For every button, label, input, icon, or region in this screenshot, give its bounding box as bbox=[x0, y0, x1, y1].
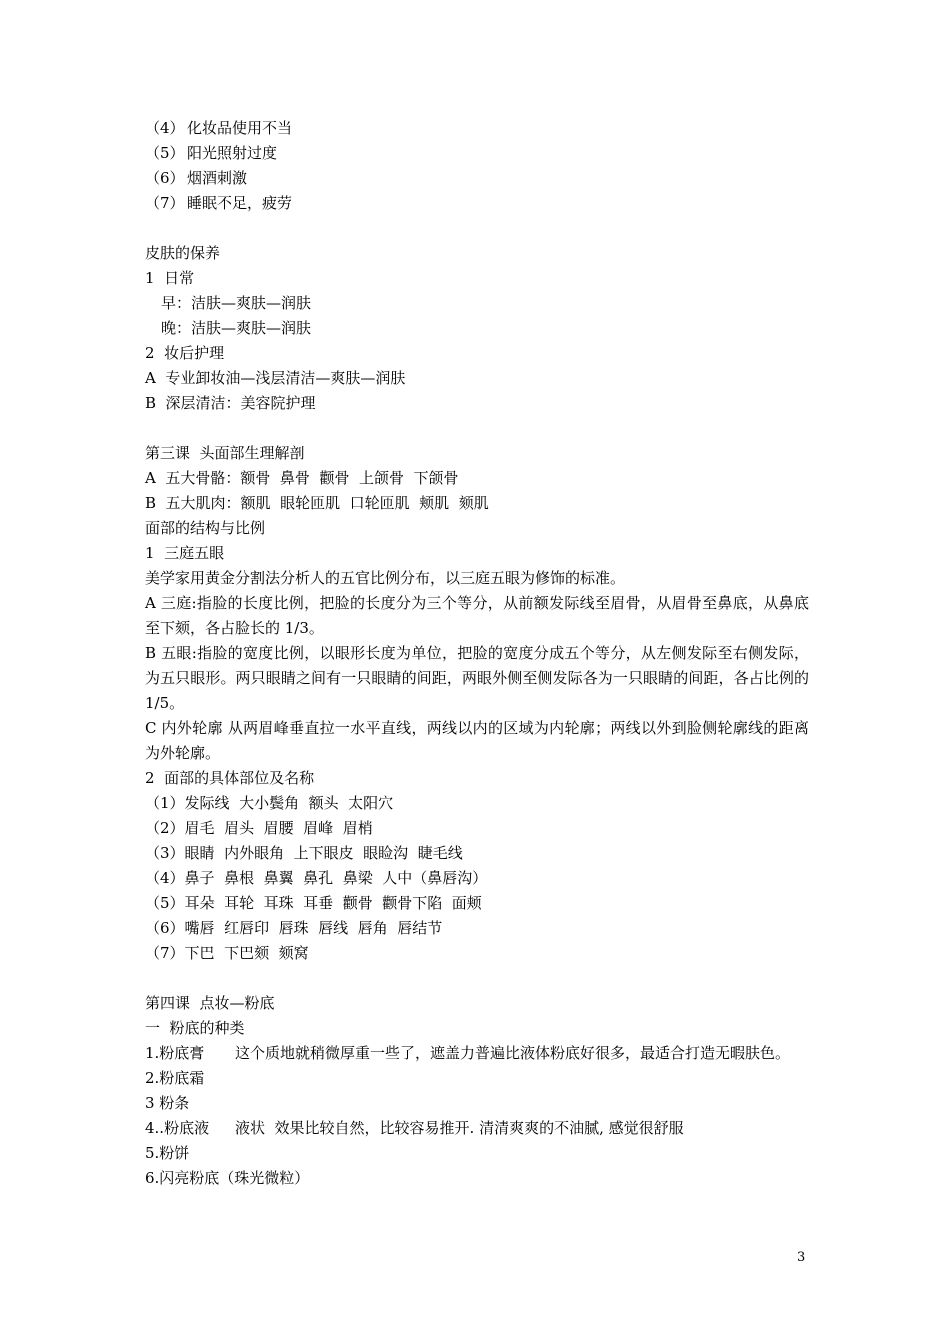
subheading: 1 日常 bbox=[145, 269, 195, 287]
item-term: 4..粉底液 bbox=[145, 1119, 210, 1137]
spacer bbox=[145, 966, 809, 991]
text-line: A 专业卸妆油—浅层清洁—爽肤—润肤 bbox=[145, 369, 406, 387]
subheading: 一 粉底的种类 bbox=[145, 1019, 245, 1037]
cause-item bbox=[145, 166, 809, 191]
item-term: 5.粉饼 bbox=[145, 1144, 190, 1162]
text-line: B 五大肌肉：额肌 眼轮匝肌 口轮匝肌 颊肌 颏肌 bbox=[145, 494, 489, 512]
routine-line: 晚：洁肤—爽肤—润肤 bbox=[161, 319, 312, 337]
lesson-title: 第三课 头面部生理解剖 bbox=[145, 444, 305, 462]
paragraph: B 五眼:指脸的宽度比例，以眼形长度为单位，把脸的宽度分成五个等分，从左侧发际至右侧发际，为五只眼形。两只眼睛之间有一只眼睛的间距，两眼外侧至侧发际各为一只眼睛的间距，各占比例的 1/5。 bbox=[145, 644, 809, 712]
paragraph: A 三庭:指脸的长度比例，把脸的长度分为三个等分，从前额发际线至眉骨，从眉骨至鼻底，从鼻底至下颏，各占脸长的 1/3。 bbox=[145, 594, 809, 637]
item-term: 1.粉底膏 bbox=[145, 1044, 205, 1062]
list-item: （1）发际线 大小鬓角 额头 太阳穴 bbox=[145, 794, 394, 812]
cause-number: （5） bbox=[145, 144, 185, 162]
cause-number: （4） bbox=[145, 119, 185, 137]
spacer bbox=[145, 216, 809, 241]
subheading: 1 三庭五眼 bbox=[145, 544, 225, 562]
cause-item bbox=[145, 116, 809, 141]
text-line: 美学家用黄金分割法分析人的五官比例分布，以三庭五眼为修饰的标准。 bbox=[145, 569, 626, 587]
list-item bbox=[145, 1091, 809, 1116]
item-term: 6.闪亮粉底（珠光微粒） bbox=[145, 1169, 310, 1187]
cause-number: （7） bbox=[145, 194, 185, 212]
cause-number: （6） bbox=[145, 169, 185, 187]
text-line: A 五大骨骼：额骨 鼻骨 颧骨 上颌骨 下颌骨 bbox=[145, 469, 459, 487]
text-line: B 深层清洁：美容院护理 bbox=[145, 394, 316, 412]
list-item: （7）下巴 下巴颏 颏窝 bbox=[145, 944, 309, 962]
page-content bbox=[145, 116, 809, 1191]
item-term: 3 粉条 bbox=[145, 1094, 190, 1112]
cause-item bbox=[145, 191, 809, 216]
list-item: （4）鼻子 鼻根 鼻翼 鼻孔 鼻梁 人中（鼻唇沟） bbox=[145, 869, 488, 887]
section-heading: 皮肤的保养 bbox=[145, 244, 221, 262]
list-item bbox=[145, 1066, 809, 1091]
list-item: （2）眉毛 眉头 眉腰 眉峰 眉梢 bbox=[145, 819, 373, 837]
list-item bbox=[145, 1166, 809, 1191]
list-item: （3）眼睛 内外眼角 上下眼皮 眼睑沟 睫毛线 bbox=[145, 844, 463, 862]
list-item bbox=[145, 1116, 809, 1141]
routine-line: 早：洁肤—爽肤—润肤 bbox=[161, 294, 312, 312]
cause-text: 化妆品使用不当 bbox=[187, 119, 293, 137]
list-item: （5）耳朵 耳轮 耳珠 耳垂 颧骨 颧骨下陷 面颊 bbox=[145, 894, 482, 912]
cause-item bbox=[145, 141, 809, 166]
list-item: （6）嘴唇 红唇印 唇珠 唇线 唇角 唇结节 bbox=[145, 919, 443, 937]
subheading: 2 面部的具体部位及名称 bbox=[145, 769, 315, 787]
item-desc: 这个质地就稍微厚重一些了，遮盖力普遍比液体粉底好很多，最适合打造无暇肤色。 bbox=[235, 1044, 791, 1062]
item-desc: 液状 效果比较自然，比较容易推开. 清清爽爽的不油腻, 感觉很舒服 bbox=[235, 1119, 684, 1137]
subheading: 面部的结构与比例 bbox=[145, 519, 266, 537]
paragraph: C 内外轮廓 从两眉峰垂直拉一水平直线，两线以内的区域为内轮廓；两线以外到脸侧轮廓线的距离为外轮廓。 bbox=[145, 719, 809, 762]
cause-text: 阳光照射过度 bbox=[187, 144, 278, 162]
page-number: 3 bbox=[797, 1250, 806, 1265]
item-term: 2.粉底霜 bbox=[145, 1069, 205, 1087]
list-item bbox=[145, 1041, 809, 1066]
cause-text: 烟酒刺激 bbox=[187, 169, 248, 187]
list-item bbox=[145, 1141, 809, 1166]
lesson-title: 第四课 点妆—粉底 bbox=[145, 994, 275, 1012]
spacer bbox=[145, 416, 809, 441]
subheading: 2 妆后护理 bbox=[145, 344, 225, 362]
cause-text: 睡眠不足，疲劳 bbox=[187, 194, 293, 212]
